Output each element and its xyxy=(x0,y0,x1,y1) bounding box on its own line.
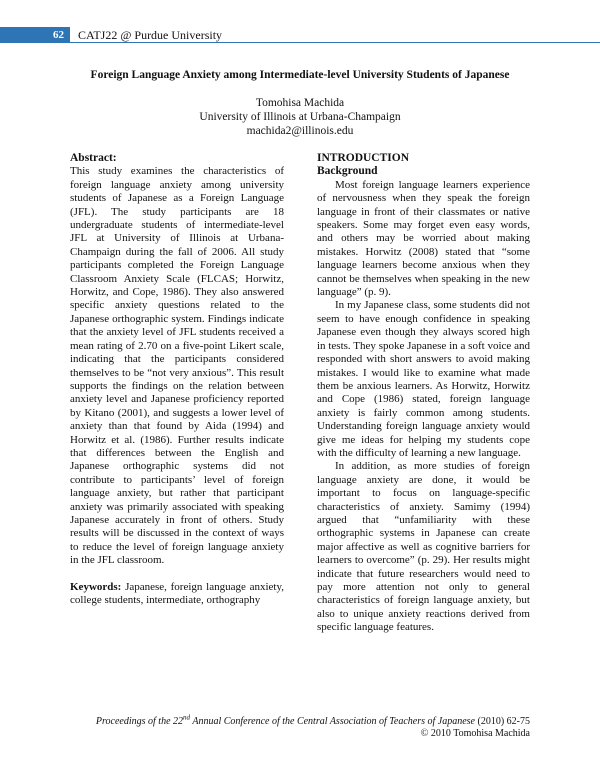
intro-paragraph: Most foreign language learners experience of nervousness when they speak the foreign language in front of their classmates or native speakers. Some may forget even easy words, and others may be worried about making mistakes. Horwitz (2008) stated that “some language learners become anxious when they cannot be themselves when speaking in the new language” (p. 9). xyxy=(317,178,530,299)
background-subheading: Background xyxy=(317,165,378,178)
author-email: machida2@illinois.edu xyxy=(246,125,354,137)
keywords-label: Keywords: xyxy=(70,580,122,593)
proceedings-line xyxy=(60,713,530,728)
proceedings-pages: (2010) 62-75 xyxy=(475,716,530,727)
journal-name: CATJ22 @ Purdue University xyxy=(78,28,223,42)
page-number: 62 xyxy=(0,27,70,43)
abstract-text: This study examines the characteristics of foreign language anxiety among university students of Japanese as a Foreign Language (JFL). The study participants are 18 undergraduate students of intermediate-level JFL at University of Illinois at Urbana-Champaign during the fall of 2006. All study participants completed the Foreign Language Classroom Anxiety Scale (FLCAS; Horwitz, Horwitz, and Cope, 1986). They also answered specific anxiety questions related to the Japanese orthographic system. Findings indicate that the anxiety level of JFL students received a mean rating of 2.70 on a five-point Likert scale, indicating that the participants considered themselves to be “not very anxious”. This result supports the findings on the relation between anxiety level and Japanese proficiency reported by Kitano (2001), and suggests a lower level of anxiety than that found by Aida (1994) and Horwitz et al. (1986). Further results indicate that differences between the English and Japanese orthographic systems did not contribute to participants’ level of foreign language anxiety, but rather that participant anxiety was primarily associated with speaking Japanese accurately in front of others. Study results will be discussed in the context of ways to reduce the level of foreign language anxiety in the JFL classroom. xyxy=(70,165,284,567)
author-block xyxy=(100,96,500,138)
page-footer xyxy=(60,713,530,740)
abstract-heading: Abstract: xyxy=(70,152,117,164)
paper-title: Foreign Language Anxiety among Intermediate-level University Students of Japanese xyxy=(90,69,510,81)
keywords-text: Japanese, foreign language anxiety, college students, intermediate, orthography xyxy=(70,580,284,606)
running-header xyxy=(0,27,600,44)
keywords xyxy=(70,581,284,608)
intro-paragraph: In my Japanese class, some students did not seem to have enough confidence in speaking Japanese even though they always scored high in tests. They spoke Japanese in a soft voice and responded with short answers to avoid making mistakes. I would like to examine what made them be anxious learners. As Horwitz, Horwitz and Cope (1986) stated, foreign language anxiety is fairly common among students. Understanding foreign language anxiety would give me ideas for helping my students cope with the difficulty of learning a new language. xyxy=(317,299,530,459)
copyright-line: © 2010 Tomohisa Machida xyxy=(420,728,530,739)
intro-paragraph: In addition, as more studies of foreign language anxiety are done, it would be important to focus on language-specific characteristics of anxiety. Samimy (1994) argued that “unfamiliarity with these orthographic systems in Japanese can create major affective as well as cognitive barriers for learners to overcome” (p. 29). Her results might indicate that future researchers would need to pay more attention not only to general characteristics of foreign language anxiety, but also to unique anxiety reactions derived from specific language features. xyxy=(317,460,530,634)
author-affiliation: University of Illinois at Urbana-Champaign xyxy=(199,111,401,123)
right-column xyxy=(317,152,530,635)
introduction-heading: INTRODUCTION xyxy=(317,152,410,164)
proceedings-prefix: Proceedings of the 22 xyxy=(95,716,184,727)
author-name: Tomohisa Machida xyxy=(255,97,345,109)
proceedings-name: Annual Conference of the Central Association of Teachers of Japanese xyxy=(190,716,475,727)
header-rule xyxy=(70,42,600,43)
left-column xyxy=(70,152,284,607)
proceedings-ordinal: nd xyxy=(183,713,191,722)
